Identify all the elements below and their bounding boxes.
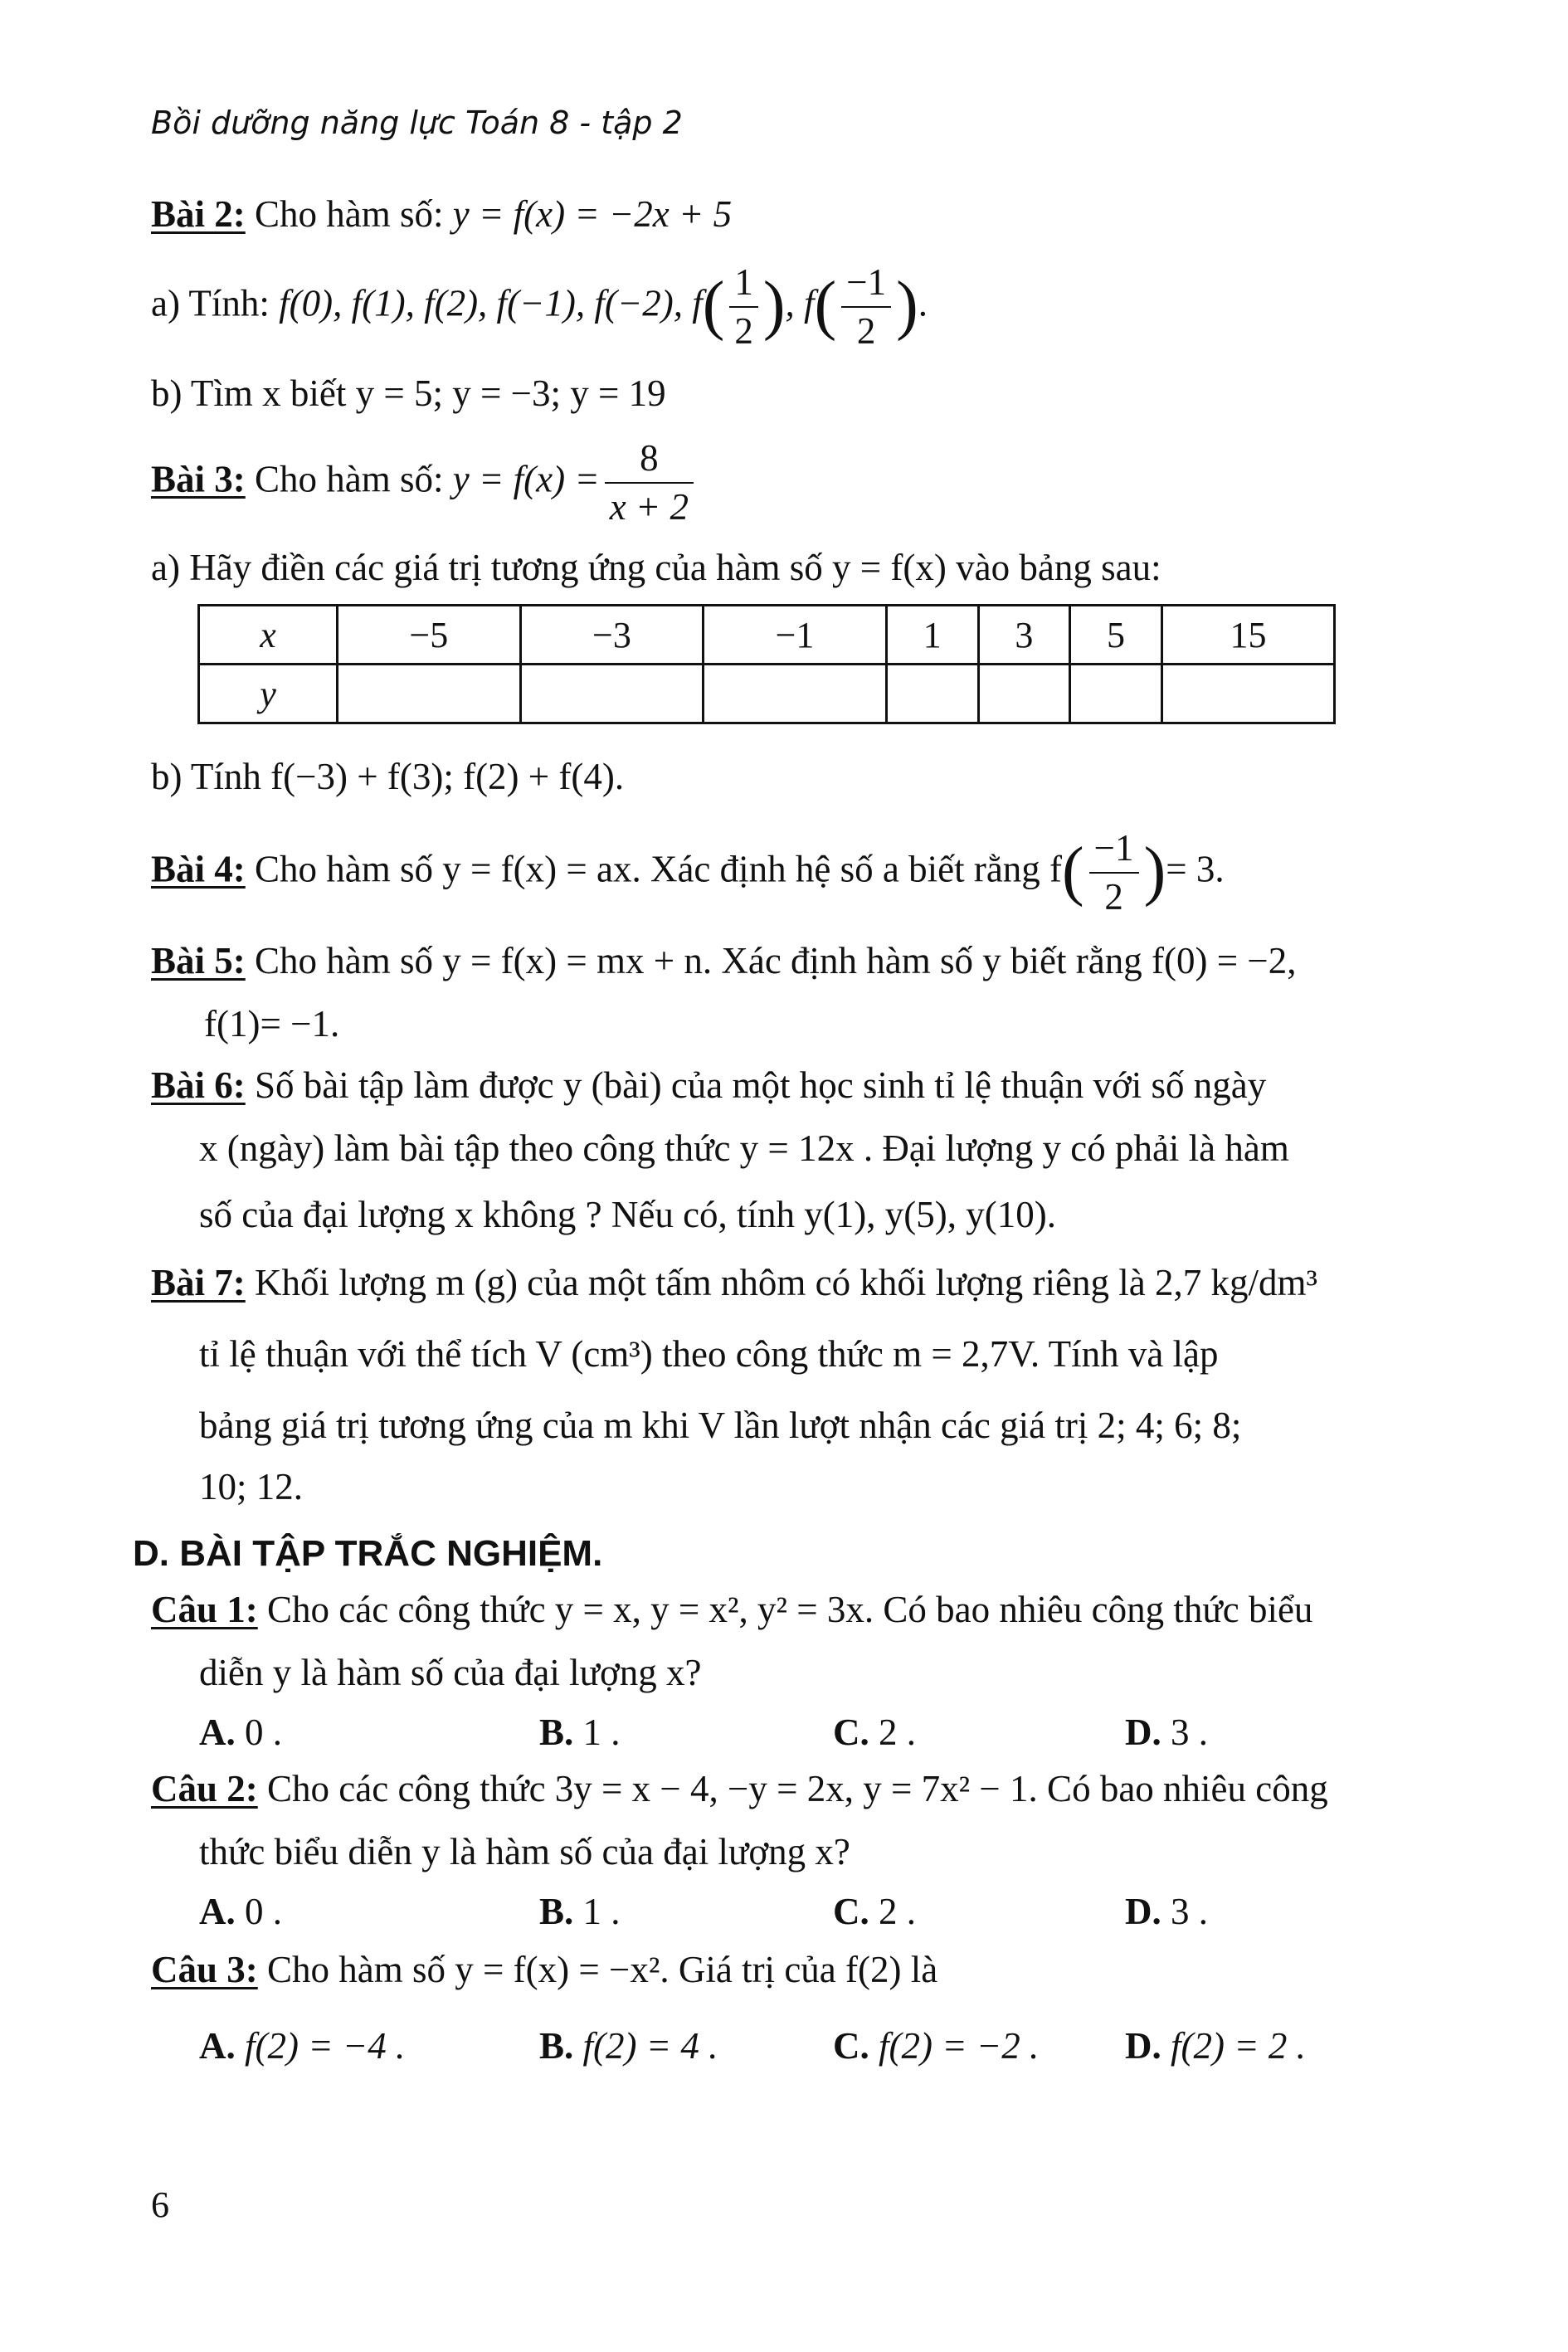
paren-open: (	[702, 269, 725, 342]
paren-open: (	[1062, 835, 1084, 908]
cau1-option-d[interactable]: D. 3 .	[1125, 1712, 1208, 1753]
cau2-line2: thức biểu diễn y là hàm số của đại lượng x?	[199, 1831, 850, 1872]
bai6-label: Bài 6:	[151, 1064, 246, 1106]
cau2-text: Cho các công thức 3y = x − 4, −y = 2x, y = 7x² − 1. Có bao nhiêu công	[267, 1768, 1328, 1809]
table-cell-empty[interactable]	[886, 665, 978, 723]
bai2-text: Cho hàm số:	[255, 193, 444, 235]
table-cell-y-label: y	[199, 665, 338, 723]
bai3-line	[151, 437, 699, 528]
cau2-option-a[interactable]: A. 0 .	[199, 1891, 282, 1932]
cau3-option-b[interactable]: B. f(2) = 4 .	[539, 2025, 718, 2067]
table-cell-empty[interactable]	[520, 665, 704, 723]
cau1-label: Câu 1:	[151, 1589, 258, 1630]
table-cell: 5	[1070, 606, 1162, 665]
bai3-fraction: $\frac{8}{x + 2}$	[605, 440, 694, 526]
cau1-option-a[interactable]: A. 0 .	[199, 1712, 282, 1753]
cau3-option-d[interactable]: D. f(2) = 2 .	[1125, 2025, 1306, 2067]
bai2-formula: y = f(x) = −2x + 5	[452, 193, 733, 235]
bai7-line2: tỉ lệ thuận với thể tích V (cm³) theo công thức m = 2,7V. Tính và lập	[199, 1333, 1219, 1375]
page-number: 6	[151, 2184, 169, 2225]
cau3-option-c[interactable]: C. f(2) = −2 .	[833, 2025, 1040, 2067]
table-cell-empty[interactable]	[1161, 665, 1334, 723]
cau3-text: Cho hàm số y = f(x) = −x². Giá trị của f(2) là	[267, 1949, 938, 1990]
paren-close: )	[762, 269, 786, 342]
table-cell: 15	[1161, 606, 1334, 665]
bai4-tail: = 3.	[1166, 848, 1225, 890]
cau2-option-b[interactable]: B. 1 .	[539, 1891, 621, 1932]
bai5-line2: f(1)= −1.	[204, 1003, 340, 1045]
fraction-half: $\frac{1}{2}$	[729, 264, 758, 350]
bai4-line	[151, 827, 1225, 918]
bai5-label: Bài 5:	[151, 940, 246, 981]
table-cell-empty[interactable]	[978, 665, 1070, 723]
section-d-heading: D. BÀI TẬP TRẮC NGHIỆM.	[133, 1533, 603, 1574]
bai2-a-values: f(0), f(1), f(2), f(−1), f(−2), f	[279, 282, 703, 324]
paren-close: )	[1143, 835, 1166, 908]
bai6-text: Số bài tập làm được y (bài) của một học sinh tỉ lệ thuận với số ngày	[255, 1064, 1267, 1106]
fraction-neg-half: $\frac{-1}{2}$	[841, 264, 891, 350]
table-cell: −1	[704, 606, 887, 665]
paren-close: )	[896, 269, 918, 342]
cau2-option-c[interactable]: C. 2 .	[833, 1891, 916, 1932]
paren-open: (	[814, 269, 837, 342]
bai2-a-label: a) Tính:	[151, 282, 270, 324]
bai2-b: b) Tìm x biết y = 5; y = −3; y = 19	[151, 373, 666, 414]
bai5-text: Cho hàm số y = f(x) = mx + n. Xác định hàm số y biết rằng f(0) = −2,	[255, 940, 1297, 981]
bai5-line1	[151, 942, 1296, 980]
table-cell: 3	[978, 606, 1070, 665]
bai4-label: Bài 4:	[151, 848, 246, 890]
bai7-line1	[151, 1264, 1317, 1302]
table-cell-empty[interactable]	[704, 665, 887, 723]
bai3-text: Cho hàm số:	[255, 458, 444, 500]
bai2-line	[151, 193, 733, 235]
bai6-line3: số của đại lượng x không ? Nếu có, tính y(1), y(5), y(10).	[199, 1194, 1056, 1235]
bai7-label: Bài 7:	[151, 1262, 246, 1303]
table-cell-x-label: x	[199, 606, 338, 665]
cau1-option-c[interactable]: C. 2 .	[833, 1712, 916, 1753]
bai2-a: a) Tính: f(0), f(1), f(2), f(−1), f(−2), f( $\frac{1}{2}$ ), f( $\frac{-1}{2}$ ).	[151, 261, 928, 352]
cau1-line1	[151, 1591, 1312, 1629]
cau1-text: Cho các công thức y = x, y = x², y² = 3x. Có bao nhiêu công thức biểu	[267, 1589, 1313, 1630]
value-table	[197, 604, 1336, 724]
bai2-label: Bài 2:	[151, 193, 246, 235]
cau2-line1	[151, 1770, 1328, 1808]
cau1-line2: diễn y là hàm số của đại lượng x?	[199, 1652, 702, 1693]
table-cell-empty[interactable]	[338, 665, 521, 723]
table-cell: −3	[520, 606, 704, 665]
table-row-y	[199, 665, 1335, 723]
bai4-text: Cho hàm số y = f(x) = ax. Xác định hệ số a biết rằng f	[255, 848, 1063, 890]
bai3-label: Bài 3:	[151, 458, 246, 500]
table-row-x	[199, 606, 1335, 665]
bai6-line2: x (ngày) làm bài tập theo công thức y = 12x . Đại lượng y có phải là hàm	[199, 1127, 1289, 1169]
cau3-label: Câu 3:	[151, 1949, 258, 1990]
bai4-fraction: $\frac{-1}{2}$	[1089, 830, 1139, 916]
cau3-option-a[interactable]: A. f(2) = −4 .	[199, 2025, 406, 2067]
bai3-b: b) Tính f(−3) + f(3); f(2) + f(4).	[151, 756, 625, 797]
page-header: Bồi dưỡng năng lực Toán 8 - tập 2	[151, 105, 683, 141]
table-cell-empty[interactable]	[1070, 665, 1162, 723]
bai7-line4: 10; 12.	[199, 1466, 304, 1507]
cau2-label: Câu 2:	[151, 1768, 258, 1809]
bai3-a: a) Hãy điền các giá trị tương ứng của hàm số y = f(x) vào bảng sau:	[151, 547, 1161, 588]
cau3-line1	[151, 1951, 937, 1989]
cau1-option-b[interactable]: B. 1 .	[539, 1712, 621, 1753]
bai6-line1	[151, 1064, 1267, 1106]
bai7-line3: bảng giá trị tương ứng của m khi V lần lượt nhận các giá trị 2; 4; 6; 8;	[199, 1405, 1242, 1446]
table-cell: −5	[338, 606, 521, 665]
table-cell: 1	[886, 606, 978, 665]
cau2-option-d[interactable]: D. 3 .	[1125, 1891, 1208, 1932]
bai7-text: Khối lượng m (g) của một tấm nhôm có khối lượng riêng là 2,7 kg/dm³	[255, 1262, 1317, 1303]
bai3-formula-lhs: y = f(x) =	[452, 458, 600, 500]
